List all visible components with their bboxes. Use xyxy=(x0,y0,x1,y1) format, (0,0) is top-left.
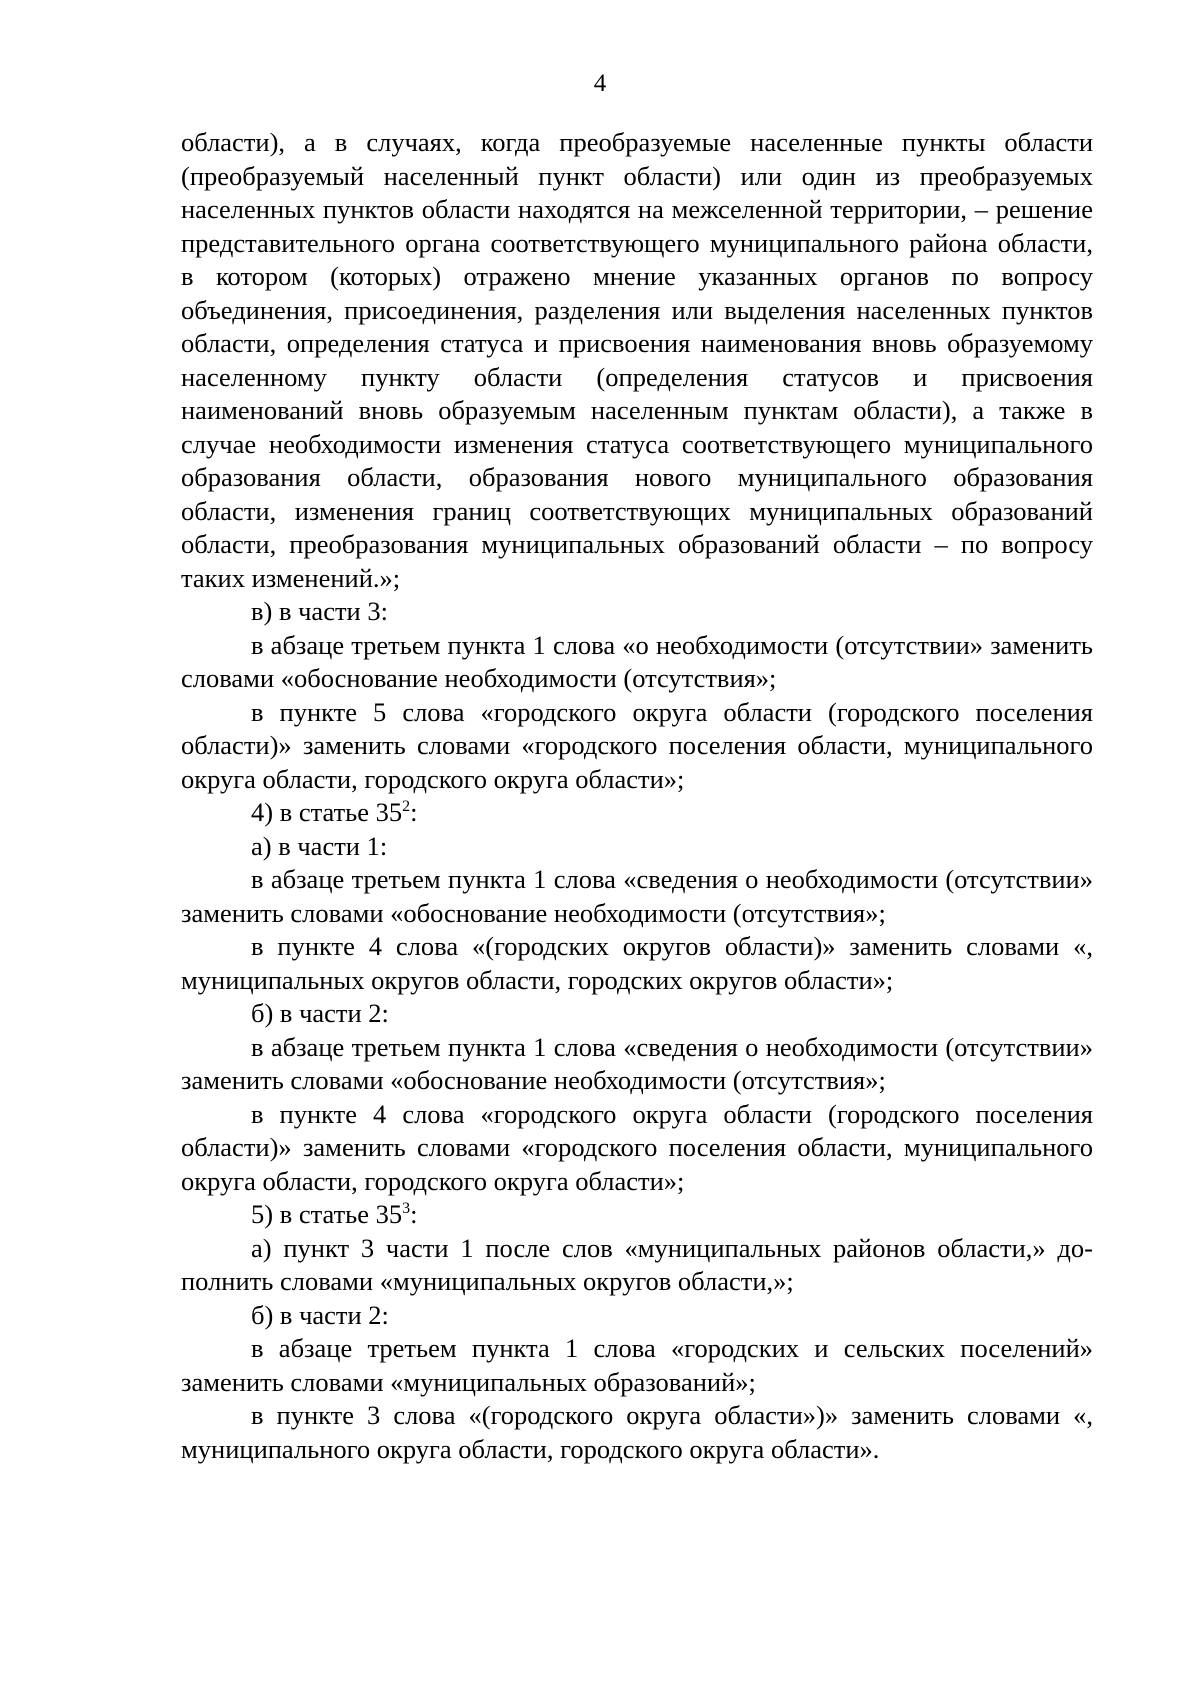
paragraph-part-1-item-4 xyxy=(181,930,1093,997)
paragraph-text: в пункте 4 слова «(городских округов области)» заменить словами «, муниципальных округов области, городских округов области»; xyxy=(181,931,1093,995)
paragraph-text: 4) в статье 35 xyxy=(251,797,403,827)
paragraph-part-3-item-1 xyxy=(181,629,1093,696)
paragraph-text: в абзаце третьем пункта 1 слова «городских и сельских поселений» заменить словами «муниципальных образований»; xyxy=(181,1333,1093,1397)
paragraph-part-2-item-3-b xyxy=(181,1399,1093,1466)
paragraph-part-2-item-4 xyxy=(181,1098,1093,1199)
paragraph-text: в пункте 5 слова «городского округа области (городского поселения области)» заменить словами «городского поселения области, муниципального округа области, городского округа области»; xyxy=(181,696,1093,794)
document-body xyxy=(181,126,1093,1466)
paragraph-text-suffix: : xyxy=(410,797,418,827)
paragraph-text: в абзаце третьем пункта 1 слова «о необходимости (отсутствии» заменить словами «обоснование необходимости (отсутствия»; xyxy=(181,629,1093,693)
paragraph-part-2-heading-b xyxy=(181,1299,1093,1333)
paragraph-text: 5) в статье 35 xyxy=(251,1199,403,1229)
paragraph-text: в абзаце третьем пункта 1 слова «сведения о необходимости (отсутствии» заменить словами «обоснование необходимости (отсутствия»; xyxy=(181,1031,1093,1095)
paragraph-part-1-item-3 xyxy=(181,1232,1093,1299)
paragraph-part-2-item-1 xyxy=(181,1031,1093,1098)
paragraph-article-35-3-heading xyxy=(181,1198,1093,1232)
paragraph-continuation xyxy=(181,126,1093,595)
superscript: 3 xyxy=(402,1200,411,1218)
paragraph-text: б) в части 2: xyxy=(251,998,389,1028)
paragraph-text: в) в части 3: xyxy=(251,596,388,626)
paragraph-text-suffix: : xyxy=(410,1199,418,1229)
paragraph-part-3-item-5 xyxy=(181,696,1093,797)
paragraph-text: в пункте 3 слова «(городского округа области»)» заменить словами «, муниципального округа области, городского округа области». xyxy=(181,1400,1093,1464)
paragraph-text: в абзаце третьем пункта 1 слова «сведения о необходимости (отсутствии» заменить словами «обоснование необходимости (отсутствия»; xyxy=(181,864,1093,928)
superscript: 2 xyxy=(402,798,411,816)
paragraph-text: а) в части 1: xyxy=(251,830,388,861)
paragraph-text: в пункте 4 слова «городского округа области (городского поселения области)» заменить словами «городского поселения области, муниципального округа области, городского округа области»; xyxy=(181,1098,1093,1196)
paragraph-part-1-heading xyxy=(181,830,1093,864)
paragraph-text: области), а в случаях, когда преобразуемые населенные пункты области (преобразуемый населенный пункт области) или один из преобразуемых населенных пунктов области находятся на межселенной территории, – решение представительного органа соответствующего муниципального района области, в котором (которых) отражено мнение указанных органов по вопросу объединения, присоединения, разделения или выделения населенных пунктов области, определения статуса и присвоения наименования вновь образуемому населенному пункту области (определения статусов и присвоения наименований вновь образуемым населенным пунктам области), а также в случае необходимости изменения статуса соответствующего муниципального образования области, образования нового муниципального образования области, изменения границ соответствующих муниципальных образований области, преобразования муниципальных образований области – по вопросу таких изменений.»; xyxy=(181,127,1093,593)
page-number: 4 xyxy=(593,70,607,97)
paragraph-part-2-heading xyxy=(181,997,1093,1031)
paragraph-article-35-2-heading xyxy=(181,796,1093,830)
paragraph-text: б) в части 2: xyxy=(251,1299,389,1330)
paragraph-part-2-item-1-b xyxy=(181,1332,1093,1399)
paragraph-text: а) пункт 3 части 1 после слов «муниципальных районов области,» дополнить словами «муниципальных округов области,»; xyxy=(181,1232,1093,1296)
paragraph-part-3-heading xyxy=(181,595,1093,629)
paragraph-part-1-item-1 xyxy=(181,863,1093,930)
